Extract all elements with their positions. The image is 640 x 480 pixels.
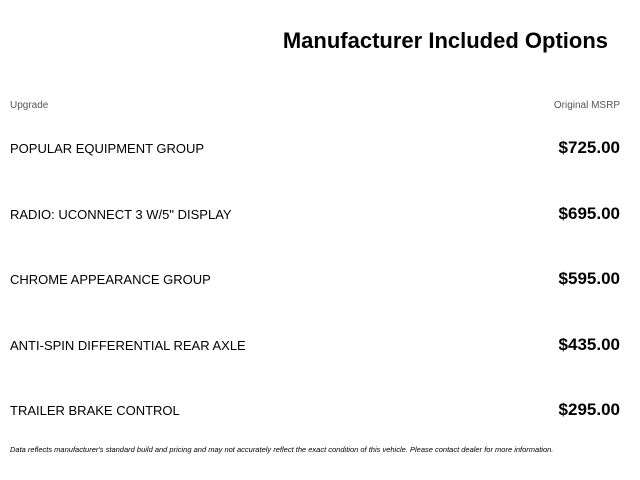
option-name: ANTI-SPIN DIFFERENTIAL REAR AXLE <box>10 337 246 353</box>
disclaimer-text: Data reflects manufacturer's standard build and pricing and may not accurately reflect the exact condition of this vehicle. Please contact dealer for more information. <box>10 445 554 454</box>
option-row <box>10 136 620 160</box>
page-title: Manufacturer Included Options <box>282 28 608 53</box>
option-price: $295.00 <box>558 400 620 419</box>
option-price: $725.00 <box>558 138 620 157</box>
option-name: TRAILER BRAKE CONTROL <box>10 402 180 418</box>
option-price: $695.00 <box>558 204 620 223</box>
option-row <box>10 267 620 291</box>
upgrade-column-header: Upgrade <box>10 100 49 111</box>
option-name: RADIO: UCONNECT 3 W/5" DISPLAY <box>10 206 232 222</box>
msrp-column-header: Original MSRP <box>553 100 620 111</box>
option-name: CHROME APPEARANCE GROUP <box>10 271 211 287</box>
option-row <box>10 202 620 226</box>
option-name: POPULAR EQUIPMENT GROUP <box>10 140 205 156</box>
option-row <box>10 398 620 422</box>
option-price: $595.00 <box>558 269 620 288</box>
option-row <box>10 333 620 357</box>
option-price: $435.00 <box>558 335 620 354</box>
